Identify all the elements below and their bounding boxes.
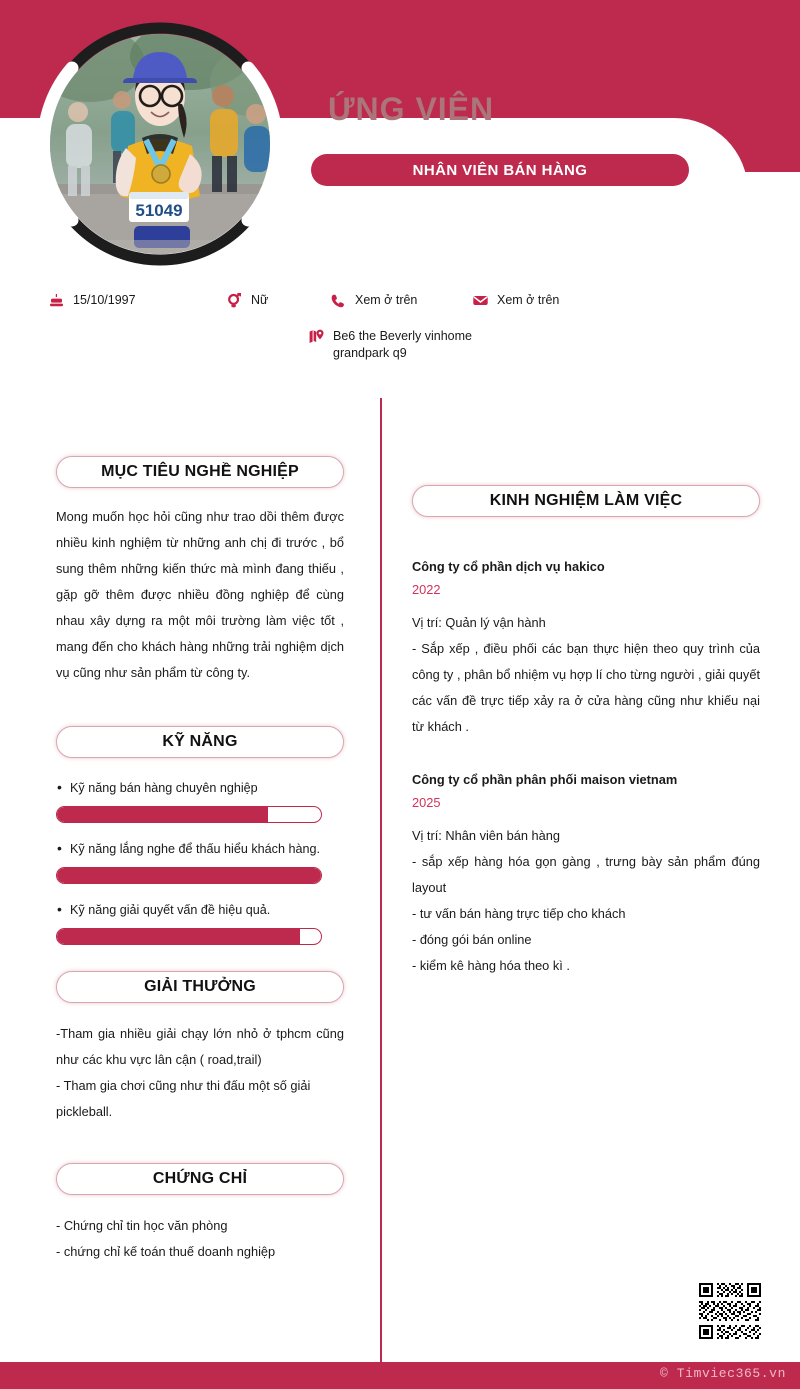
- certificate-item: - chứng chỉ kế toán thuế doanh nghiệp: [56, 1244, 276, 1259]
- skill-progress-bar: [56, 928, 322, 945]
- footer-bar: [0, 1362, 800, 1389]
- experience-item: [412, 557, 760, 740]
- skill-progress-fill: [57, 868, 321, 883]
- awards-line-2: - Tham gia chơi cũng như thi đấu một số giải pickleball.: [56, 1078, 311, 1119]
- contact-gender: [226, 292, 268, 309]
- birthday-cake-icon: [48, 292, 64, 309]
- skill-item: [56, 780, 344, 823]
- section-certificates: [56, 1163, 344, 1265]
- contact-email: [472, 292, 559, 309]
- left-column: [56, 456, 344, 1265]
- experience-details: - Sắp xếp , điều phối các bạn thực hiện theo quy trình của công ty , phân bổ nhiệm vụ hợp lí cho từng người , giải quyết các vấn đề trực tiếp xảy ra ở cửa hàng cũng như khiếu nại từ khách .: [412, 641, 760, 734]
- contact-phone: [330, 292, 417, 309]
- avatar: [38, 22, 282, 266]
- skill-progress-bar: [56, 806, 322, 823]
- section-awards: [56, 971, 344, 1125]
- skill-progress-bar: [56, 867, 322, 884]
- contact-phone-value: Xem ở trên: [355, 293, 418, 307]
- awards-line-1: -Tham gia nhiều giải chạy lớn nhỏ ở tphcm cũng như các khu vực lân cận ( road,trail): [56, 1026, 344, 1067]
- certificate-item: - Chứng chỉ tin học văn phòng: [56, 1218, 228, 1233]
- experience-company: Công ty cổ phần dịch vụ hakico: [412, 559, 605, 574]
- column-divider: [380, 398, 382, 1364]
- page-title: ỨNG VIÊN: [328, 91, 495, 127]
- experience-detail-line: - đóng gói bán online: [412, 932, 532, 947]
- svg-text:51049: 51049: [135, 201, 183, 220]
- gender-icon: [226, 292, 242, 309]
- section-title-objective: MỤC TIÊU NGHỀ NGHIỆP: [56, 456, 344, 488]
- skill-label: • Kỹ năng giải quyết vấn đề hiệu quả.: [56, 902, 344, 919]
- contact-address: [308, 328, 538, 362]
- experience-item: [412, 770, 760, 979]
- map-marker-icon: [308, 328, 324, 345]
- phone-icon: [330, 292, 346, 309]
- experience-details: [412, 849, 760, 979]
- section-title-experience: KINH NGHIỆM LÀM VIỆC: [412, 485, 760, 517]
- section-title-certificates: CHỨNG CHỈ: [56, 1163, 344, 1195]
- contact-dob-value: 15/10/1997: [73, 293, 136, 307]
- section-title-skills: KỸ NĂNG: [56, 726, 344, 758]
- skill-item: [56, 902, 344, 945]
- experience-detail-line: - tư vấn bán hàng trực tiếp cho khách: [412, 906, 626, 921]
- section-title-awards: GIẢI THƯỞNG: [56, 971, 344, 1003]
- contact-info: [0, 282, 800, 382]
- contact-email-value: Xem ở trên: [497, 293, 560, 307]
- objective-text: Mong muốn học hỏi cũng như trao dồi thêm được nhiều kinh nghiệm từ những anh chị đi trước , bổ sung thêm những kiến thức mà mình đang thiếu , gặp gỡ thêm được nhiều đồng nghiệp để cùng nhau xây dựng ra một môi trường làm việc tốt , mang đến cho khách hàng những trải nghiệm dịch vụ cũng như sản phẩm từ công ty.: [56, 509, 344, 680]
- experience-position: Vị trí: Nhân viên bán hàng: [412, 828, 560, 843]
- qr-code-icon: [697, 1281, 767, 1345]
- skill-progress-fill: [57, 929, 300, 944]
- experience-year: 2022: [412, 582, 441, 597]
- footer-copyright: © Timviec365.vn: [659, 1366, 786, 1381]
- experience-position: Vị trí: Quản lý vận hành: [412, 615, 546, 630]
- skill-progress-fill: [57, 807, 268, 822]
- contact-address-value: Be6 the Beverly vinhome grandpark q9: [333, 329, 472, 360]
- skill-label: • Kỹ năng bán hàng chuyên nghiệp: [56, 780, 344, 797]
- right-column: [412, 485, 760, 979]
- skill-item: [56, 841, 344, 884]
- avatar-photo: [50, 34, 270, 254]
- section-objective: [56, 456, 344, 686]
- position-title-badge: NHÂN VIÊN BÁN HÀNG: [311, 154, 689, 186]
- contact-dob: [48, 292, 136, 309]
- experience-year: 2025: [412, 795, 441, 810]
- skill-label: • Kỹ năng lắng nghe để thấu hiểu khách hàng.: [56, 841, 344, 858]
- section-skills: [56, 726, 344, 945]
- experience-detail-line: - sắp xếp hàng hóa gọn gàng , trưng bày sản phẩm đúng layout: [412, 854, 760, 895]
- contact-gender-value: Nữ: [251, 293, 269, 307]
- runner-photo-illustration: [50, 34, 270, 254]
- experience-detail-line: - kiểm kê hàng hóa theo kì .: [412, 958, 570, 973]
- envelope-icon: [472, 292, 488, 309]
- experience-company: Công ty cổ phần phân phối maison vietnam: [412, 772, 678, 787]
